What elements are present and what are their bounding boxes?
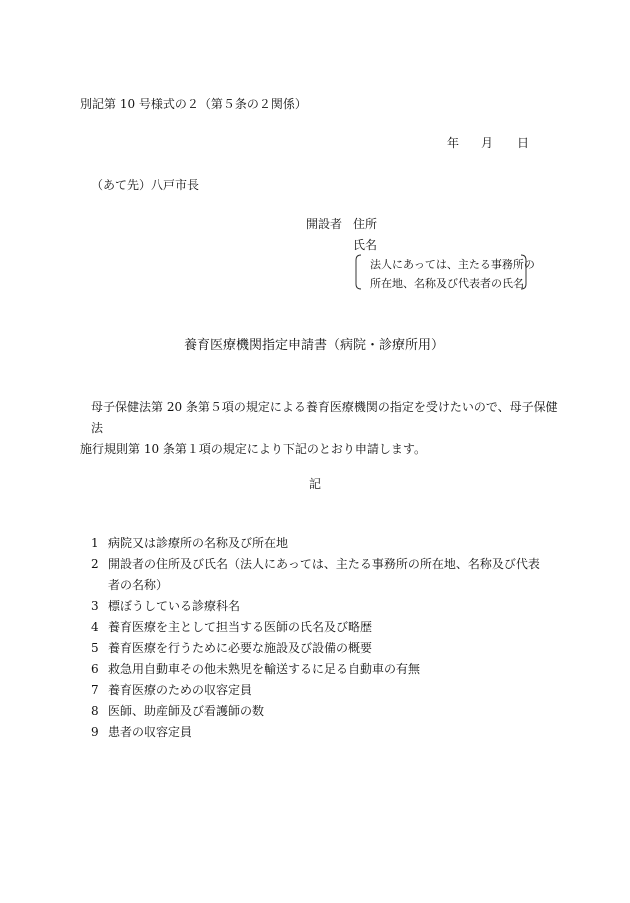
document-title: 養育医療機関指定申請書（病院・診療所用） xyxy=(184,338,445,353)
list-item xyxy=(80,554,560,596)
item-list xyxy=(80,533,560,743)
corporate-note-line2: 所在地、名称及び代表者の氏名 xyxy=(370,277,524,290)
date-month: 月 xyxy=(481,136,494,150)
item-number: 7 xyxy=(91,683,99,697)
body-paragraph xyxy=(80,397,560,460)
list-item xyxy=(80,659,560,680)
applicant-label: 開設者 xyxy=(306,217,343,231)
list-item xyxy=(80,596,560,617)
address-label: 住所 xyxy=(353,217,378,231)
date-line xyxy=(447,137,529,149)
list-item xyxy=(80,701,560,722)
item-number: 9 xyxy=(91,725,99,739)
item-text: 病院又は診療所の名称及び所在地 xyxy=(108,536,289,550)
item-number: 5 xyxy=(91,641,99,655)
corporate-note-line1: 法人にあっては、主たる事務所の xyxy=(370,258,535,271)
list-item xyxy=(80,533,560,554)
list-item xyxy=(80,638,560,659)
name-label: 氏名 xyxy=(353,238,378,252)
addressee: （あて先）八戸市長 xyxy=(91,178,200,192)
left-bracket xyxy=(354,254,362,290)
item-text: 養育医療のための収容定員 xyxy=(108,683,253,697)
body-line1: 母子保健法第 20 条第５項の規定による養育医療機関の指定を受けたいので、母子保健法 xyxy=(91,400,558,435)
item-number: 3 xyxy=(91,599,99,613)
item-text: 医師、助産師及び看護師の数 xyxy=(108,704,265,718)
form-number: 別記第 10 号様式の２（第５条の２関係） xyxy=(80,97,307,111)
date-day: 日 xyxy=(517,136,530,150)
item-text: 開設者の住所及び氏名（法人にあっては、主たる事務所の所在地、名称及び代表者の名称） xyxy=(108,557,540,592)
item-number: 6 xyxy=(91,662,99,676)
item-number: 8 xyxy=(91,704,99,718)
right-bracket xyxy=(520,254,528,290)
item-text: 養育医療を行うために必要な施設及び設備の概要 xyxy=(108,641,373,655)
corporate-note xyxy=(354,254,535,292)
date-year: 年 xyxy=(447,136,460,150)
item-text: 標ぼうしている診療科名 xyxy=(108,599,241,613)
item-text: 患者の収容定員 xyxy=(108,725,193,739)
list-item xyxy=(80,722,560,743)
item-text: 救急用自動車その他未熟児を輸送するに足る自動車の有無 xyxy=(108,662,421,676)
item-text: 養育医療を主として担当する医師の氏名及び略歴 xyxy=(108,620,373,634)
item-number: 4 xyxy=(91,620,99,634)
item-number: 1 xyxy=(91,536,99,550)
body-line2: 施行規則第 10 条第１項の規定により下記のとおり申請します。 xyxy=(80,442,426,456)
list-item xyxy=(80,680,560,701)
ki-heading: 記 xyxy=(309,477,322,491)
list-item xyxy=(80,617,560,638)
item-number: 2 xyxy=(91,557,99,571)
